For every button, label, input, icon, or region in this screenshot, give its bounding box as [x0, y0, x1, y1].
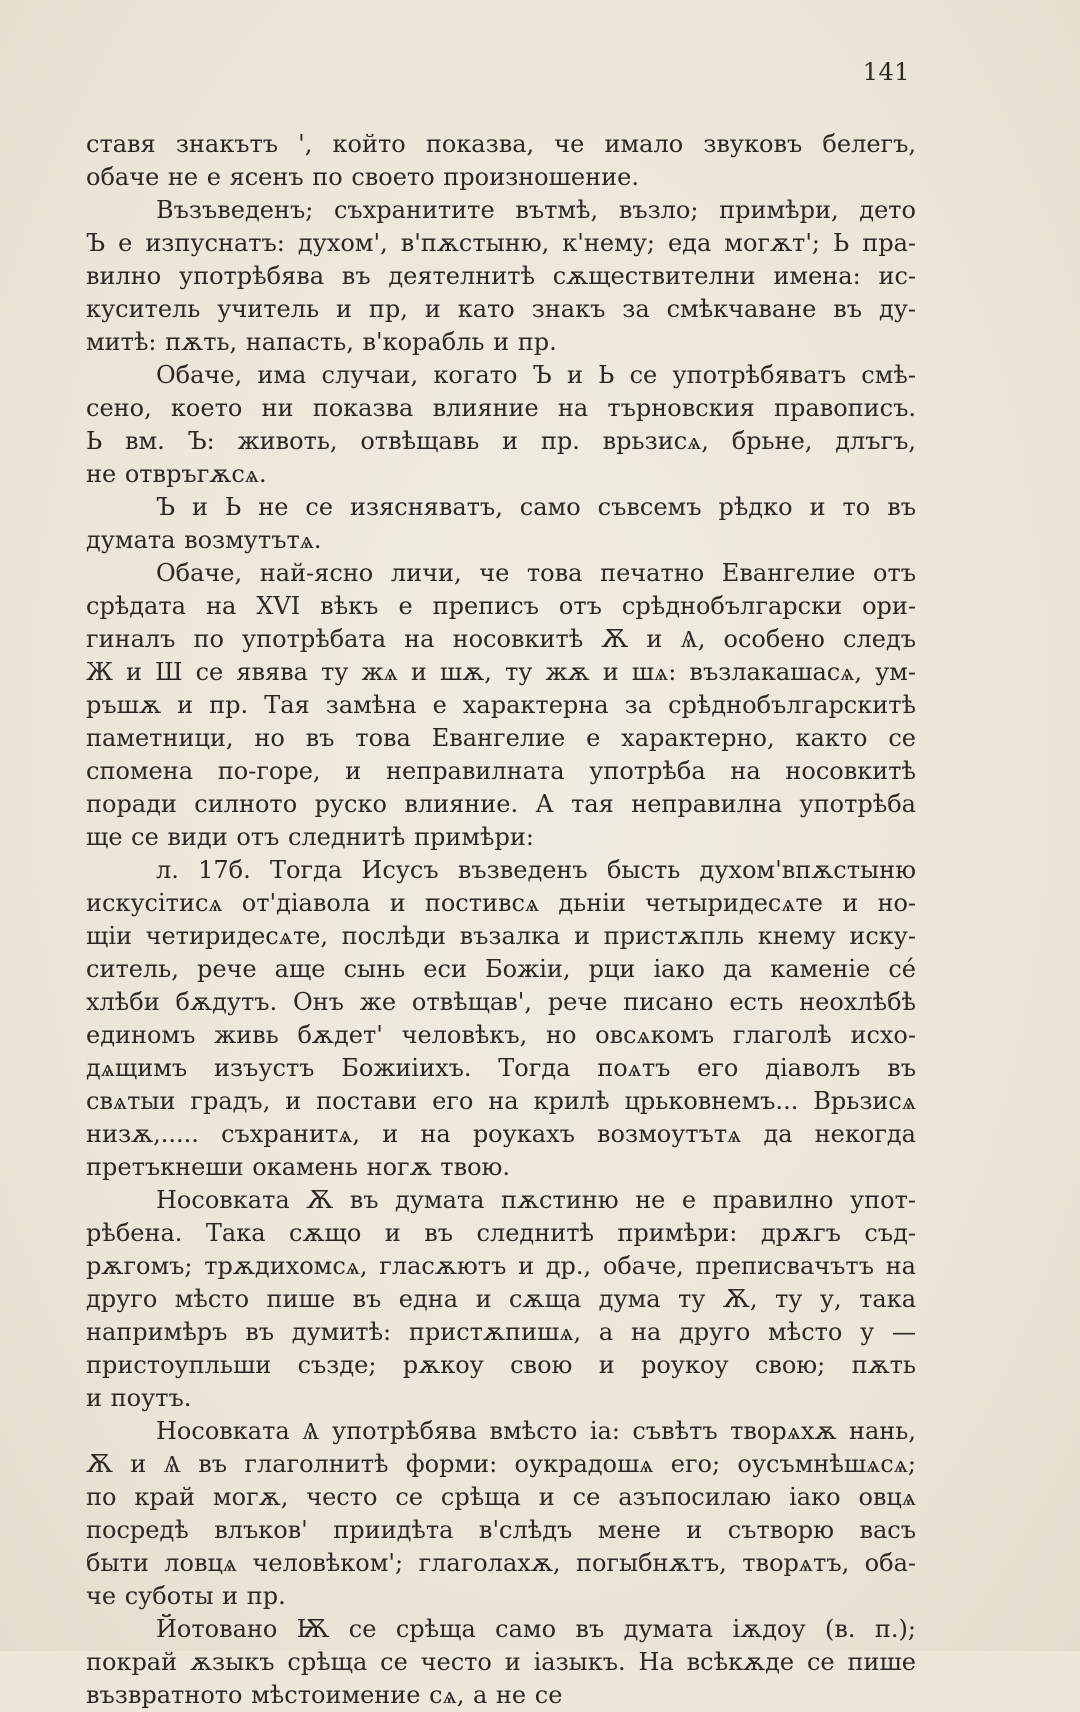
text-line: поради силното руско влияние. А тая неправилна употрѣба [86, 790, 916, 818]
text-line: быти ловцѧ человѣком'; глаголахѫ, погыбнѫтъ, творѧтъ, оба- [86, 1549, 916, 1577]
paragraph [86, 1613, 916, 1712]
text-line: хлѣби бѫдутъ. Онъ же отвѣщав', рече писано есть неохлѣбѣ [86, 988, 916, 1016]
text-line: рѫгомъ; трѫдихомсѧ, гласѫютъ и др., обаче, преписвачътъ на [86, 1252, 916, 1280]
text-line: куситель учитель и пр, и като знакъ за смѣкчаване въ ду- [86, 295, 916, 323]
text-line: друго мѣсто пише въ една и сѫща дума ту Ѫ, ту у, така [86, 1285, 916, 1313]
text-line: ставя знакътъ ', който показва, че имало звуковъ белегъ, [86, 130, 916, 158]
text-line: срѣдата на XVI вѣкъ е преписъ отъ срѣднобългарски ори- [86, 592, 916, 620]
text-line: Носовката Ѧ употрѣбява вмѣсто іа: съвѣтъ творѧхѫ нань, [156, 1417, 916, 1445]
text-line: обаче не е ясенъ по своето произношение. [86, 163, 639, 191]
body-text [86, 128, 916, 1712]
paragraph [86, 128, 916, 194]
page-number: 141 [862, 58, 910, 86]
text-line: низѫ,..... съхранитѧ, и на роукахъ возмоутътѧ да некогда [86, 1120, 916, 1148]
text-line: Ж и Ш се явява ту жѧ и шѫ, ту жѫ и шѧ: възлакашасѧ, ум- [86, 658, 916, 686]
text-line: Обаче, най-ясно личи, че това печатно Евангелие отъ [156, 559, 916, 587]
text-line: Йотовано Ѭ се срѣща само въ думата іѫдоу (в. п.); [156, 1615, 916, 1643]
text-line: Носовката Ѫ въ думата пѫстиню не е правилно упот- [156, 1186, 916, 1214]
paragraph [86, 1415, 916, 1613]
text-line: напримѣръ въ думитѣ: пристѫпишѧ, а на друго мѣсто у — [86, 1318, 916, 1346]
text-line: по край могѫ, често се срѣща и се азъпосилаю іако овцѧ [86, 1483, 916, 1511]
text-line: покрай ѫзыкъ срѣща се често и іазыкъ. На всѣкѫде се пише [86, 1648, 916, 1676]
text-line: митѣ: пѫть, напасть, в'корабль и пр. [86, 328, 557, 356]
text-line: думата возмутътѧ. [86, 526, 322, 554]
text-line: и поутъ. [86, 1384, 192, 1412]
paragraph [86, 359, 916, 491]
text-line: посредѣ влъков' приидѣта в'слѣдъ мене и сътворю васъ [86, 1516, 916, 1544]
paragraph [86, 491, 916, 557]
text-line: че суботы и пр. [86, 1582, 286, 1610]
text-line: Ъ и Ь не се изясняватъ, само съвсемъ рѣдко и то въ [156, 493, 916, 521]
text-line: щіи четиридесѧте, послѣди възалка и пристѫпль кнему иску- [86, 922, 916, 950]
text-line: паметници, но въ това Евангелие е характерно, както се [86, 724, 916, 752]
text-line: Ь вм. Ъ: животь, отвѣщавь и пр. врьзисѧ, брьне, длъгъ, [86, 427, 916, 455]
text-line: свѧтыи градъ, и постави его на крилѣ црьковнемъ... Врьзисѧ [86, 1087, 916, 1115]
text-line: възвратното мѣстоимение сѧ, а не се [86, 1681, 563, 1709]
text-line: Възъведенъ; съхранитите вътмѣ, възло; примѣри, дето [156, 196, 916, 224]
paragraph [86, 1184, 916, 1415]
text-line: претъкнеши окамень ногѫ твою. [86, 1153, 511, 1181]
text-line: пристоупльши създе; рѫкоу свою и роукоу свою; пѫть [86, 1351, 916, 1379]
text-line: Ъ е изпуснатъ: духом', в'пѫстыню, к'нему; еда могѫт'; Ь пра- [86, 229, 916, 257]
text-line: единомъ живь бѫдет' человѣкъ, но овсѧкомъ глаголѣ исхо- [86, 1021, 916, 1049]
text-line: сено, което ни показва влияние на търновския правописъ. [86, 394, 916, 422]
paragraph [86, 194, 916, 359]
text-line: л. 17б. Тогда Исусъ възведенъ бысть духом'впѫстыню [156, 856, 916, 884]
text-line: дѧщимъ изъустъ Божиіихъ. Тогда поѧтъ его діаволъ въ [86, 1054, 916, 1082]
text-line: искусітисѧ от'діавола и постивсѧ дьніи четыридесѧте и но- [86, 889, 916, 917]
text-line: Ѫ и Ѧ въ глаголнитѣ форми: оукрадошѧ его; оусъмнѣшѧсѧ; [86, 1450, 916, 1478]
text-line: Обаче, има случаи, когато Ъ и Ь се употрѣбяватъ смѣ- [156, 361, 916, 389]
text-line: ситель, рече аще сынь еси Божіи, рци іако да каменіе се́ [86, 955, 916, 983]
text-line: ще се види отъ следнитѣ примѣри: [86, 823, 534, 851]
paragraph [86, 557, 916, 854]
text-line: вилно употрѣбява въ деятелнитѣ сѫществителни имена: ис- [86, 262, 916, 290]
text-line: ръшѫ и пр. Тая замѣна е характерна за срѣднобългарскитѣ [86, 691, 916, 719]
text-line: спомена по-горе, и неправилната употрѣба на носовкитѣ [86, 757, 916, 785]
paragraph [86, 854, 916, 1184]
text-line: рѣбена. Така сѫщо и въ следнитѣ примѣри: дрѫгъ съд- [86, 1219, 916, 1247]
text-line: гиналъ по употрѣбата на носовкитѣ Ѫ и Ѧ, особено следъ [86, 625, 916, 653]
text-line: не отвръгѫсѧ. [86, 460, 267, 488]
